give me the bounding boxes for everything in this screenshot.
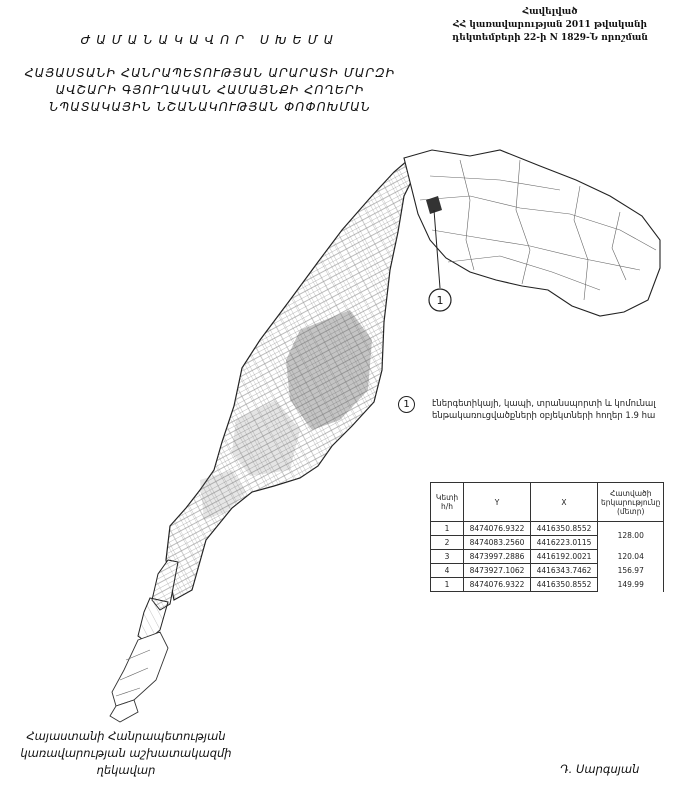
cell-length: 149.99 [598, 578, 664, 592]
cell-n: 2 [431, 536, 464, 550]
cell-y: 8474076.9322 [464, 578, 531, 592]
cell-x: 4416350.8552 [531, 578, 598, 592]
annex-line-1: Հավելված [522, 7, 578, 17]
table-row [431, 564, 664, 578]
map-marker-label: 1 [436, 294, 444, 307]
annex-line-3: դեկտեմբերի 22-ի N 1829-Ն որոշման [452, 33, 648, 43]
cell-length: 128.00 [598, 522, 664, 550]
cell-length: 120.04 [598, 550, 664, 564]
cell-y: 8474083.2560 [464, 536, 531, 550]
signer-name: Դ. Սարգսյան [560, 762, 640, 776]
cell-x: 4416350.8552 [531, 522, 598, 536]
col-x: X [531, 483, 598, 522]
community-territory [110, 160, 414, 722]
cell-y: 8473927.1062 [464, 564, 531, 578]
cell-n: 1 [431, 522, 464, 536]
legend-text: էներգետիկայի, կապի, տրանսպորտի և կոմունալ ենթակառուցվածքների օբյեկտների հողեր 1.9 հա [432, 399, 656, 421]
signature-line-1: Հայաստանի Հանրապետության [26, 729, 226, 743]
cell-n: 4 [431, 564, 464, 578]
col-y: Y [464, 483, 531, 522]
subtitle-line-2: ԱՎՇԱՐԻ ԳՅՈՒՂԱԿԱՆ ՀԱՄԱՅՆՔԻ ՀՈՂԵՐԻ [55, 82, 365, 97]
cell-x: 4416343.7462 [531, 564, 598, 578]
subtitle-line-1: ՀԱՅԱՍՏԱՆԻ ՀԱՆՐԱՊԵՏՈՒԹՅԱՆ ԱՐԱՐԱՏԻ ՄԱՐԶԻ [24, 65, 396, 80]
col-point-number: Կետի հ/հ [431, 483, 464, 522]
table-row [431, 550, 664, 564]
coordinates-table [430, 482, 664, 592]
subtitle-line-3: ՆՊԱՏԱԿԱՅԻՆ ՆՇԱՆԱԿՈՒԹՅԱՆ ՓՈՓՈԽՄԱՆ [49, 99, 371, 114]
cell-y: 8474076.9322 [464, 522, 531, 536]
signature-line-2: կառավարության աշխատակազմի [20, 746, 232, 760]
table-row [431, 578, 664, 592]
scheme-title: ԺԱՄԱՆԱԿԱՎՈՐ ՍԽԵՄԱ [80, 32, 340, 47]
col-segment-length: Հատվածի երկարությունը (մետր) [598, 483, 664, 522]
cell-n: 1 [431, 578, 464, 592]
table-row [431, 522, 664, 536]
annex-line-2: ՀՀ կառավարության 2011 թվականի [453, 20, 647, 30]
signature-line-3: ղեկավար [96, 763, 156, 777]
legend-marker: 1 [398, 396, 415, 413]
cell-n: 3 [431, 550, 464, 564]
cell-x: 4416223.0115 [531, 536, 598, 550]
cell-x: 4416192.0021 [531, 550, 598, 564]
cell-y: 8473997.2886 [464, 550, 531, 564]
cell-length: 156.97 [598, 564, 664, 578]
signature-block [6, 728, 246, 779]
